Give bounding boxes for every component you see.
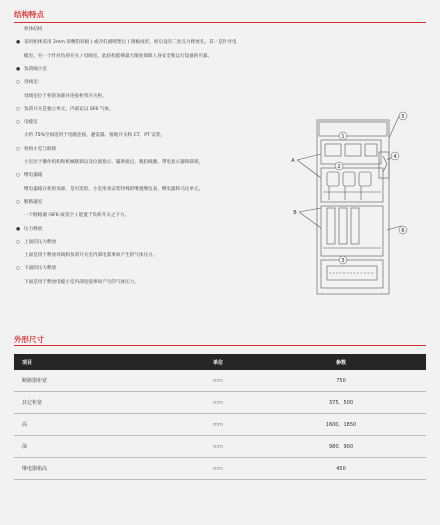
bullet-marker: ○ [16,120,21,126]
title-divider [14,22,426,23]
cell-item: 断路器柜宽 [14,370,180,392]
cell-value: 1600、1850 [256,414,426,436]
bullet-marker: ○ [16,239,21,245]
feature-row [16,94,107,101]
callout-number: 4 [393,154,397,160]
feature-row [16,160,203,167]
cell-unit: mm [180,436,256,458]
cell-item: 继电器箱高 [14,458,180,480]
feature-row [16,253,157,260]
cell-value: 750 [256,370,426,392]
callout-number: 2 [337,164,341,170]
bullet-marker: ● [16,66,21,72]
feature-text: 小室位于操作机构和机械联锁以及位置指示、辅助接点、脱扣线圈、带电显示器和联锁。 [24,160,204,165]
feature-row [16,107,114,114]
feature-text: 继电器箱在柜的顶部，是可选的。小室用来安装特殊的继置继仪表、继电器和马达单元。 [24,186,204,192]
feature-row [16,147,56,154]
cell-unit: mm [180,392,256,414]
table-row [14,436,426,458]
title-divider [14,345,426,346]
bullet-marker: ○ [16,146,21,152]
table-header-row [14,354,426,370]
header-value: 参数 [256,354,426,370]
feature-row [16,240,56,247]
feature-text: 母线室： [24,80,43,86]
table-row [14,414,426,436]
feature-text: 一个断路器 (SF6 或真空 ) 能置于负荷开关之下方。 [24,213,130,219]
label-b: B [293,210,297,216]
bullet-marker: ● [16,226,21,232]
feature-row [16,40,237,47]
cell-value: 450 [256,458,426,480]
feature-text: 断路器室 [24,199,43,205]
feature-row [16,200,42,207]
cell-item: 高 [14,414,180,436]
table-row [14,370,426,392]
cell-item: 深 [14,436,180,458]
feature-text: 上面是用于释放母线和负荷开关室内部电弧事故产生的气体压力。 [24,253,158,259]
feature-text: 负荷开关是独立单元，内部充以 SF6 气体。 [24,106,114,112]
feature-row [16,133,165,140]
feature-row [16,227,42,234]
feature-text: 母线室位于柜的顶部并连接柜邻开关柜。 [24,93,107,99]
feature-text: 负荷隔小室 [24,66,47,72]
feature-text: 大约 75%空间适用于电缆连接、避雷器、接地开关和 CT、PT 安装。 [24,133,166,139]
feature-text: 压力释放 [24,226,43,232]
cell-item: 其它柜宽 [14,392,180,414]
cabinet-diagram [283,108,413,308]
feature-text: 下面的压力释放 [24,266,57,272]
feature-row [16,120,38,127]
bullet-marker: ○ [16,199,21,205]
feature-text: 电缆室 [24,120,38,126]
feature-text: 上面的压力释放 [24,239,57,245]
cell-value: 375、500 [256,392,426,414]
table-row [14,392,426,414]
bullet-marker: ○ [16,173,21,179]
cabinet-outline [317,120,389,294]
feature-text: 下面是用于释放电缆小室内部电弧事故产生的气体压力。 [24,279,139,285]
feature-row [16,27,42,34]
label-a: A [291,158,295,164]
feature-row [16,54,212,61]
header-item: 项目 [14,354,180,370]
feature-row [16,67,47,74]
bullet-marker: ● [16,40,21,46]
table-row [14,458,426,480]
callout-number: 1 [341,134,345,140]
section-title-structure: 结构特点 [14,10,44,19]
callout-number: 3 [341,258,345,264]
bullet-marker: ○ [16,106,21,112]
feature-row [16,80,42,87]
feature-row [16,187,203,194]
feature-text: 机构小室与联锁 [24,146,57,152]
feature-text: 继电器箱 [24,173,43,179]
feature-row [16,266,56,273]
feature-row [16,213,129,220]
callout-number: 6 [401,228,405,234]
feature-text: 柜体结构 [24,27,43,32]
feature-text: 采用柜体采用 2mm 厚敷铝锌板 ( 或冷轧板喷塑后 ) 钢板成形，柜后设有二处压力释放孔。其一是针对电 [24,40,237,46]
cell-value: 980、900 [256,436,426,458]
bullet-marker: ○ [16,266,21,272]
cell-unit: mm [180,414,256,436]
feature-row [16,173,42,180]
dimensions-table [14,354,426,480]
section-title-dimensions: 外形尺寸 [14,335,44,344]
feature-row [16,280,139,287]
header-unit: 单位 [180,354,256,370]
callout-number: 5 [401,114,405,120]
feature-text: 缆室。另一个针对负荷开关 / 母线室。此结构能够最大限度保障人身安全和运行设备的可靠。 [24,53,213,59]
bullet-marker: ○ [16,80,21,86]
cell-unit: mm [180,370,256,392]
cell-unit: mm [180,458,256,480]
